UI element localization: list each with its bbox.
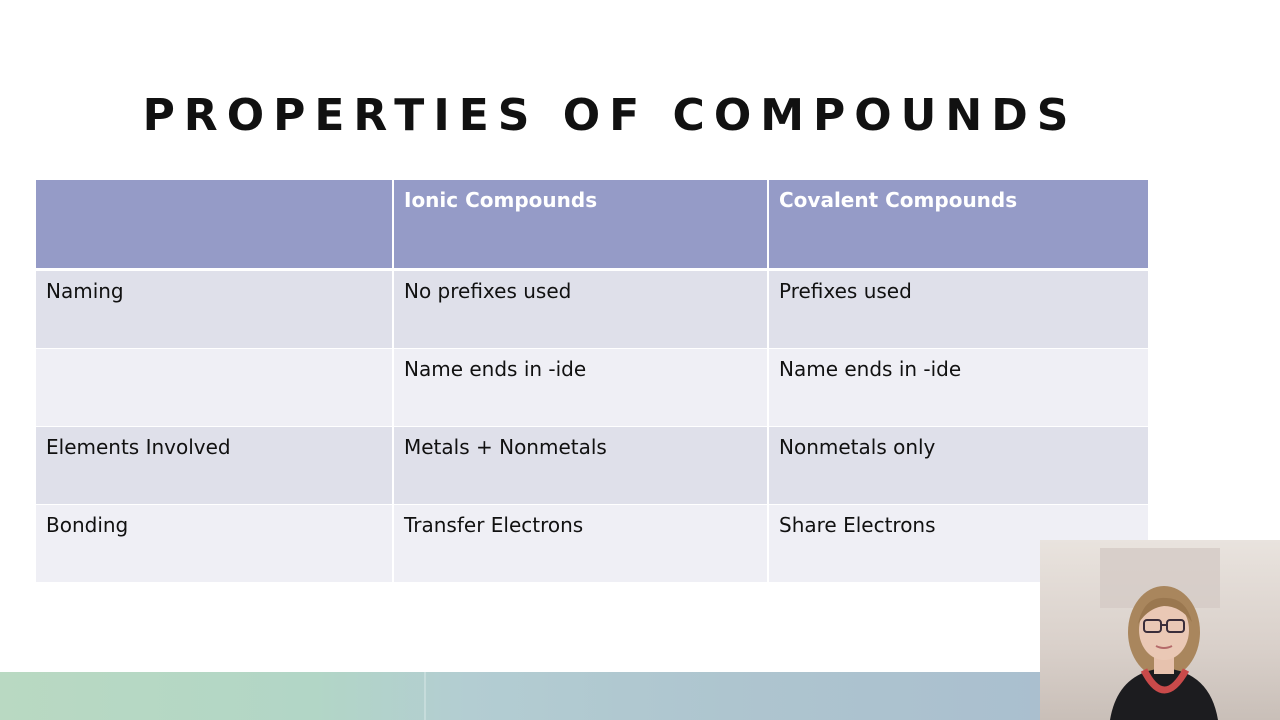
table-header-row [36, 180, 1148, 270]
properties-table [36, 180, 1148, 582]
row-label: Bonding [36, 505, 393, 583]
row-label: Elements Involved [36, 427, 393, 505]
covalent-cell: Nonmetals only [768, 427, 1148, 505]
table-row [36, 427, 1148, 505]
covalent-cell: Name ends in -ide [768, 349, 1148, 427]
ionic-cell: Metals + Nonmetals [393, 427, 768, 505]
header-cell-covalent: Covalent Compounds [768, 180, 1148, 270]
row-label: Naming [36, 270, 393, 349]
table-row [36, 505, 1148, 583]
table-row [36, 270, 1148, 349]
header-cell-empty [36, 180, 393, 270]
presenter-video-icon [1040, 540, 1280, 720]
row-label [36, 349, 393, 427]
ionic-cell: Transfer Electrons [393, 505, 768, 583]
footer-decoration-band [0, 672, 1040, 720]
covalent-cell: Prefixes used [768, 270, 1148, 349]
table-row [36, 349, 1148, 427]
ionic-cell: No prefixes used [393, 270, 768, 349]
ionic-cell: Name ends in -ide [393, 349, 768, 427]
footer-seam [424, 672, 426, 720]
presenter-video[interactable] [1040, 540, 1280, 720]
slide-title: PROPERTIES OF COMPOUNDS [142, 90, 1078, 141]
covalent-cell: Share Electrons [768, 505, 1148, 583]
header-cell-ionic: Ionic Compounds [393, 180, 768, 270]
